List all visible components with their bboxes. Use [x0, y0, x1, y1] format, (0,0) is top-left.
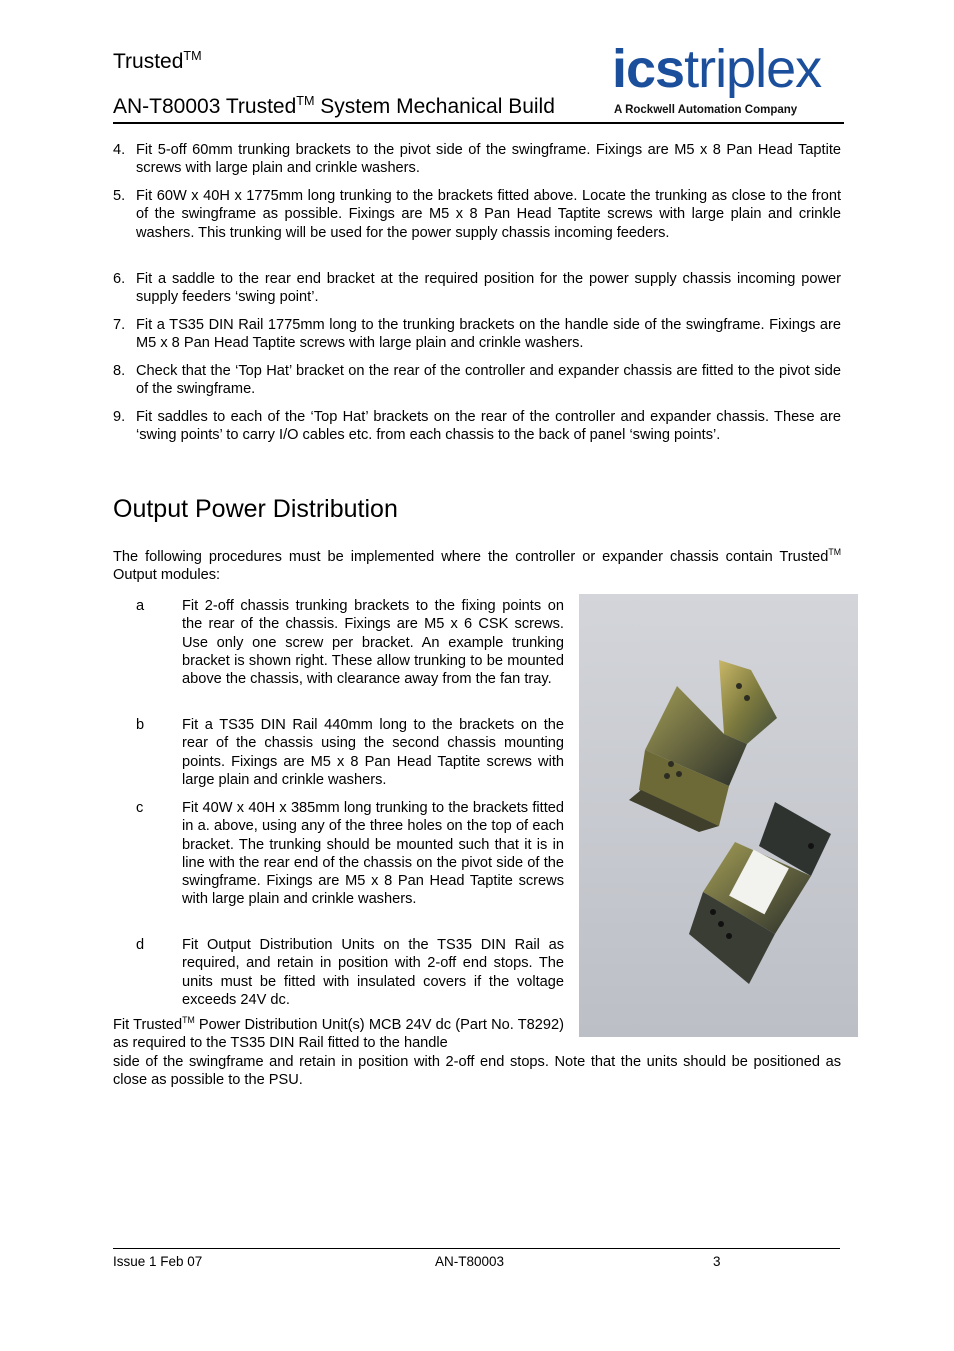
list-item: c Fit 40W x 40H x 385mm long trunking to the brackets fitted in a. above, using any of the three holes on the top of each bracket. The trunking should be mounted such that it is in line with the rear end of the chassis on the pivot side of the swingframe. Fixings are M5 x 8 Pan Head Taptite screws with large plain and crinkle washers. [136, 800, 564, 908]
ics-triplex-logo: icstriplex A Rockwell Automation Company [612, 39, 822, 116]
list-item: 8. Check that the ‘Top Hat’ bracket on the rear of the controller and expander chassis are fitted to the pivot side of the swingframe. [113, 363, 841, 398]
footer-doc-id: AN-T80003 [435, 1254, 505, 1269]
list-item: 6. Fit a saddle to the rear end bracket at the required position for the power supply chassis incoming power supply feeders ‘swing point’. [113, 271, 841, 306]
list-item: d Fit Output Distribution Units on the TS35 DIN Rail as required, and retain in position with 2-off end stops. The units must be fitted with insulated covers if the voltage exceeds 24V dc. [136, 937, 564, 1008]
header-divider [113, 122, 844, 124]
list-item: 9. Fit saddles to each of the ‘Top Hat’ brackets on the rear of the controller and expander chassis. These are ‘swing points’ to carry I/O cables etc. from each chassis to the back of panel ‘swing points’. [113, 409, 841, 444]
footer-divider [113, 1248, 840, 1249]
list-item: 5. Fit 60W x 40H x 1775mm long trunking to the brackets fitted above. Locate the trunking as close to the front of the swingframe as possible. Fixings are M5 x 8 Pan Head Taptite screws with large plain and crinkle washers. This trunking will be used for the power supply chassis incoming feeders. [113, 188, 841, 241]
closing-paragraph-part1: Fit Trusted™ Power Distribution Unit(s) MCB 24V dc (Part No. T8292) as required to the TS35 DIN Rail fitted to the handle [113, 1015, 564, 1052]
footer-issue: Issue 1 Feb 07 [113, 1254, 203, 1269]
header-title-line2: AN-T80003 Trusted™ System Mechanical Build [113, 94, 555, 118]
section-heading: Output Power Distribution [113, 495, 398, 523]
trunking-bracket-photo [579, 594, 858, 1037]
closing-paragraph-part2: side of the swingframe and retain in position with 2-off end stops. Note that the units should be positioned as close as possible to the PSU. [113, 1054, 841, 1089]
section-intro: The following procedures must be implemented where the controller or expander chassis contain Trusted™ Output modules: [113, 547, 841, 584]
header-title-line1: Trusted™ [113, 49, 202, 73]
list-item: a Fit 2-off chassis trunking brackets to the fixing points on the rear of the chassis. Fixings are M5 x 6 CSK screws. Use only one screw per bracket. An example trunking bracket is shown right. These allow trunking to be mounted above the chassis, with clearance away from the fan tray. [136, 598, 564, 688]
bracket-illustration [579, 594, 858, 1037]
list-item: b Fit a TS35 DIN Rail 440mm long to the brackets on the rear of the chassis using the second chassis mounting points. Fixings are M5 x 8 Pan Head Taptite screws with large plain and crinkle washers. [136, 717, 564, 788]
footer-page-number: 3 [713, 1254, 721, 1269]
list-item: 4. Fit 5-off 60mm trunking brackets to the pivot side of the swingframe. Fixings are M5 x 8 Pan Head Taptite screws with large plain and crinkle washers. [113, 142, 841, 177]
list-item: 7. Fit a TS35 DIN Rail 1775mm long to the trunking brackets on the handle side of the swingframe. Fixings are M5 x 8 Pan Head Taptite screws with large plain and crinkle washers. [113, 317, 841, 352]
